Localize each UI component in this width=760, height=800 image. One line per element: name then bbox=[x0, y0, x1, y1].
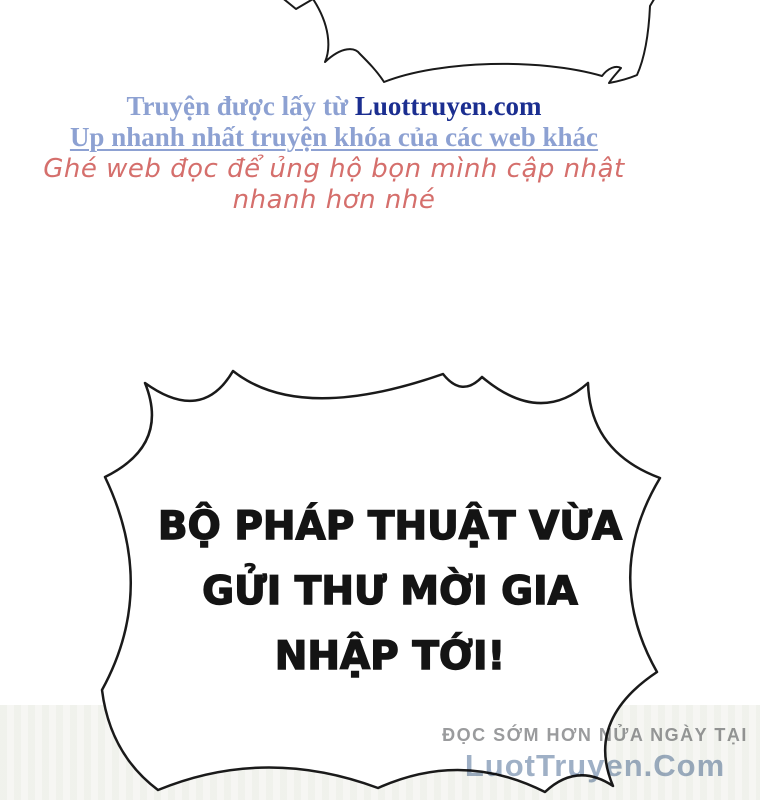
watermark-site-name: LuotTruyen.Com bbox=[464, 748, 726, 783]
speech-line: GỬI THƯ MỜI GIA bbox=[202, 569, 578, 614]
credit-promo-line: Up nhanh nhất truyện khóa của các web khác bbox=[69, 122, 599, 152]
watermark-tagline: ĐỌC SỚM HƠN NỬA NGÀY TẠI bbox=[442, 725, 748, 745]
speech-line: NHẬP TỚI! bbox=[274, 634, 506, 679]
credit-source-text: Truyện được lấy từ bbox=[126, 91, 355, 121]
credit-support-line: Ghé web đọc để ủng hộ bọn mình cập nhật nhanh hơn nhé bbox=[43, 154, 625, 215]
site-name-text: Luottruyen.com bbox=[354, 91, 542, 121]
speech-line: BỘ PHÁP THUẬT VỪA bbox=[157, 504, 623, 549]
top-speech-bubble-outline bbox=[280, 0, 656, 83]
site-watermark bbox=[430, 725, 760, 784]
speech-bubble-text bbox=[120, 494, 660, 689]
translator-credits bbox=[0, 91, 668, 216]
credit-source-line bbox=[0, 91, 668, 122]
